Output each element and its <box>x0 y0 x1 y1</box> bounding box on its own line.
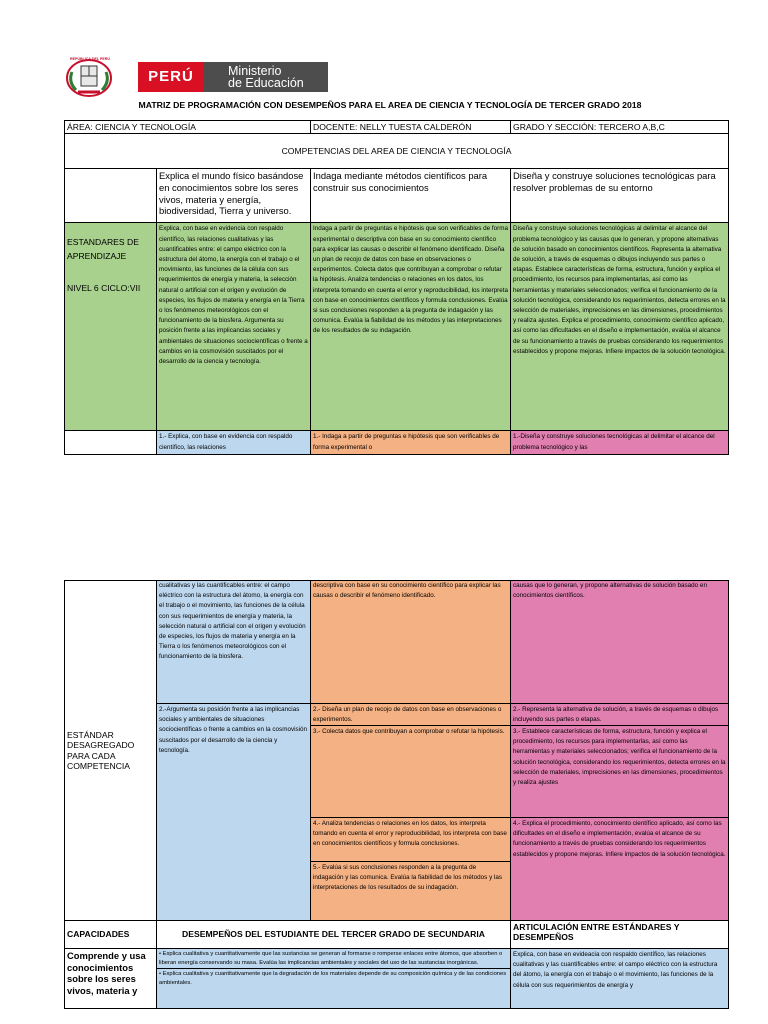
desagregado-explica-cell <box>157 581 311 921</box>
headers-row <box>65 921 729 949</box>
explica-item: 2.-Argumenta su posición frente a las implicancias sociales y ambientales de situaciones sociocientíficas o frente a cambios en la cosmovisión suscitados por el desarrollo de la ciencia y tecnología. <box>157 703 310 756</box>
peru-brand-text: PERÚ <box>148 68 194 85</box>
estandar-disena: Diseña y construye soluciones tecnológicas al delimitar el alcance del problema tecnológico y las causas que lo generan, y propone alternativas de solución basado en conocimientos científicos. Representa la alternativa de solución, a través de esquemas o dibujos incluyendo sus partes o etapas. Establece características de forma, estructura, función y explica el procedimiento, los recursos para implementarlas, así como las herramientas y materiales seleccionados; verifica el funcionamiento de la solución tecnológica, considerando los requerimientos, detecta errores en la selección de materiales, imprecisiones en las dimensiones, procedimientos y realiza ajustes. Explica el procedimiento, conocimiento científico aplicado, así como las dificultades en el diseño e implementación, evalúa el alcance de su funcionamiento a través de pruebas considerando los requerimientos establecidos y propone mejoras. Infiere impactos de la solución tecnológica. <box>511 223 729 431</box>
matrix-table-page1 <box>64 120 729 455</box>
competencia-explica: Explica el mundo físico basándose en conocimientos sobre los seres vivos, materia y energía, biodiversidad, Tierra y universo. <box>157 169 311 223</box>
indaga-item: 3.- Colecta datos que contribuyan a comprobar o refutar la hipótesis. <box>311 725 510 817</box>
competencias-row <box>65 169 729 223</box>
estandares-row <box>65 223 729 431</box>
capacidades-label: CAPACIDADES <box>65 921 157 949</box>
articulacion-cell: Explica, con base en evideacia con respaldo científico, las relaciones cualitativas y las cuantificables entre: el campo eléctrico con la estructura del átomo, la energía con el trabajo o el movimiento, las funciones de la célula con sus requerimientos de energía y <box>511 949 729 1009</box>
document-title: MATRIZ DE PROGRAMACIÓN CON DESEMPEÑOS PARA EL AREA DE CIENCIA Y TECNOLOGÍA DE TERCER GRADO 2018 <box>138 100 642 110</box>
ministry-line1: Ministerio <box>228 64 282 78</box>
desagregado-explica-start: 1.- Explica, con base en evidencia con respaldo científico, las relaciones <box>157 431 311 454</box>
empty-cell <box>65 169 157 223</box>
desempeno-item: • Explica cualitativa y cuantitativamente que las sustancias se generan al formarse o romperse enlaces entre átomos, que absorben o liberan energía conservando su masa. Evalúa las implicancias ambientales y sociales del uso de las sustancias inorgánicas. <box>157 949 510 969</box>
desempeno-item: • Explica cualitativa y cuantitativamente que la degradación de los materiales depende de su composición química y de las condiciones ambientales. <box>159 971 507 986</box>
docente-cell: DOCENTE: NELLY TUESTA CALDERÓN <box>311 121 511 134</box>
indaga-item: 2.- Diseña un plan de recojo de datos con base en observaciones o experimentos. <box>311 703 510 725</box>
info-row <box>65 121 729 134</box>
matrix-table-page2 <box>64 580 729 1009</box>
disena-item: causas que lo generan, y propone alternativas de solución basado en conocimientos científicos. <box>513 582 707 600</box>
disena-item: 4.- Explica el procedimiento, conocimiento científico aplicado, así como las dificultades en el diseño e implementación, evalúa el alcance de su funcionamiento a través de pruebas considerando los requerimientos establecidos y propone mejoras. Infiere impactos de la solución tecnológica. <box>511 817 728 860</box>
peru-seal-text: REPÚBLICA DEL PERÚ <box>70 57 110 61</box>
capacidad-row <box>65 949 729 1009</box>
peru-brand-block <box>138 62 204 92</box>
indaga-item: 5.- Evalúa si sus conclusiones responden a la pregunta de indagación y las comunica. Evalúa la fiabilidad de los métodos y las interpretaciones de los resultados de su indagación. <box>311 861 510 894</box>
page-header <box>60 52 360 102</box>
capacidad-comprende: Comprende y usa conocimientos sobre los seres vivos, materia y <box>65 949 157 1009</box>
estandares-label-cell <box>65 223 157 431</box>
competencia-disena: Diseña y construye soluciones tecnológicas para resolver problemas de su entorno <box>511 169 729 223</box>
desagregado-start-row <box>65 431 729 454</box>
nivel-label: NIVEL 6 CICLO:VII <box>67 283 141 294</box>
explica-item: cualitativas y las cuantificables entre: el campo eléctrico con la estructura del átomo, la energía con el trabajo o el movimiento, las funciones de la célula con sus requerimientos de energía y materia, la selección natural o artificial con el origen y evolución de especies, los flujos de materia y energía en la Tierra o los fenómenos meteorológicos con el funcionamiento de la biosfera. <box>159 582 306 661</box>
disena-item: 2.- Representa la alternativa de solución, a través de esquemas o dibujos incluyendo sus partes o etapas. <box>511 703 728 725</box>
estandar-explica: Explica, con base en evidencia con respaldo científico, las relaciones cualitativas y las cuantificables entre: el campo eléctrico con la estructura del átomo, la energía con el trabajo o el movimiento, las funciones de la célula con sus requerimientos de energía y materia, la selección natural o artificial con el origen y evolución de especies, los flujos de materia y energía en la Tierra o los fenómenos meteorológicos con el funcionamiento de la biosfera. Argumenta su posición frente a las implicancias sociales y ambientales de situaciones sociocientíficas o frente a cambios en la cosmovisión suscitados por el desarrollo de la ciencia y tecnología. <box>157 223 311 431</box>
desagregado-row <box>65 581 729 921</box>
grado-cell: GRADO Y SECCIÓN: TERCERO A,B,C <box>511 121 729 134</box>
desagregado-indaga-cell <box>311 581 511 921</box>
desempenos-cell <box>157 949 511 1009</box>
competencia-indaga: Indaga mediante métodos científicos para construir sus conocimientos <box>311 169 511 223</box>
estandar-indaga: Indaga a partir de preguntas e hipótesis que son verificables de forma experimental o descriptiva con base en su conocimiento científico para explicar las causas o describir el fenómeno identificado. Diseña un plan de recojo de datos con base en observaciones o experimentos. Colecta datos que contribuyan a comprobar o refutar la hipótesis. Analiza tendencias o relaciones en los datos, los interpreta tomando en cuenta el error y reproducibilidad, los interpreta con base en conocimientos científicos y formula conclusiones. Evalúa si sus conclusiones responden a la pregunta de indagación y las comunica. Evalúa la fiabilidad de los métodos y las interpretaciones de los resultados de su indagación. <box>311 223 511 431</box>
desagregado-disena-cell <box>511 581 729 921</box>
empty-cell <box>65 431 157 454</box>
desagregado-disena-start: 1.-Diseña y construye soluciones tecnológicas al delimitar el alcance del problema tecnológico y las <box>511 431 729 454</box>
indaga-item: 4.- Analiza tendencias o relaciones en los datos, los interpreta tomando en cuenta el error y reproducibilidad, los interpreta con base en conocimientos científicos y formula conclusiones. <box>311 817 510 861</box>
estandares-label: ESTANDARES DE APRENDIZAJE <box>67 237 139 262</box>
estandar-desagregado-label: ESTÁNDAR DESAGREGADO PARA CADA COMPETENCIA <box>65 581 157 921</box>
disena-item: 3.- Establece características de forma, estructura, función y explica el procedimiento, los recursos para implementarlas, así como las herramientas y materiales seleccionados; verifica el funcionamiento de la solución tecnológica, considerando los requerimientos, detecta errores en la selección de materiales, imprecisiones en las dimensiones, procedimientos y realiza ajustes <box>511 725 728 817</box>
competencias-title: COMPETENCIAS DEL AREA DE CIENCIA Y TECNOLOGÍA <box>65 134 729 169</box>
desagregado-indaga-start: 1.- Indaga a partir de preguntas e hipótesis que son verificables de forma experimental o <box>311 431 511 454</box>
desempenos-label: DESEMPEÑOS DEL ESTUDIANTE DEL TERCER GRADO DE SECUNDARIA <box>157 921 511 949</box>
area-cell: ÁREA: CIENCIA Y TECNOLOGÍA <box>65 121 311 134</box>
ministry-block <box>204 62 328 92</box>
indaga-item: descriptiva con base en su conocimiento científico para explicar las causas o describir el fenómeno identificado. <box>313 582 501 600</box>
articulacion-label: ARTICULACIÓN ENTRE ESTÁNDARES Y DESEMPEÑOS <box>511 921 729 949</box>
ministry-line2: de Educación <box>228 76 304 90</box>
